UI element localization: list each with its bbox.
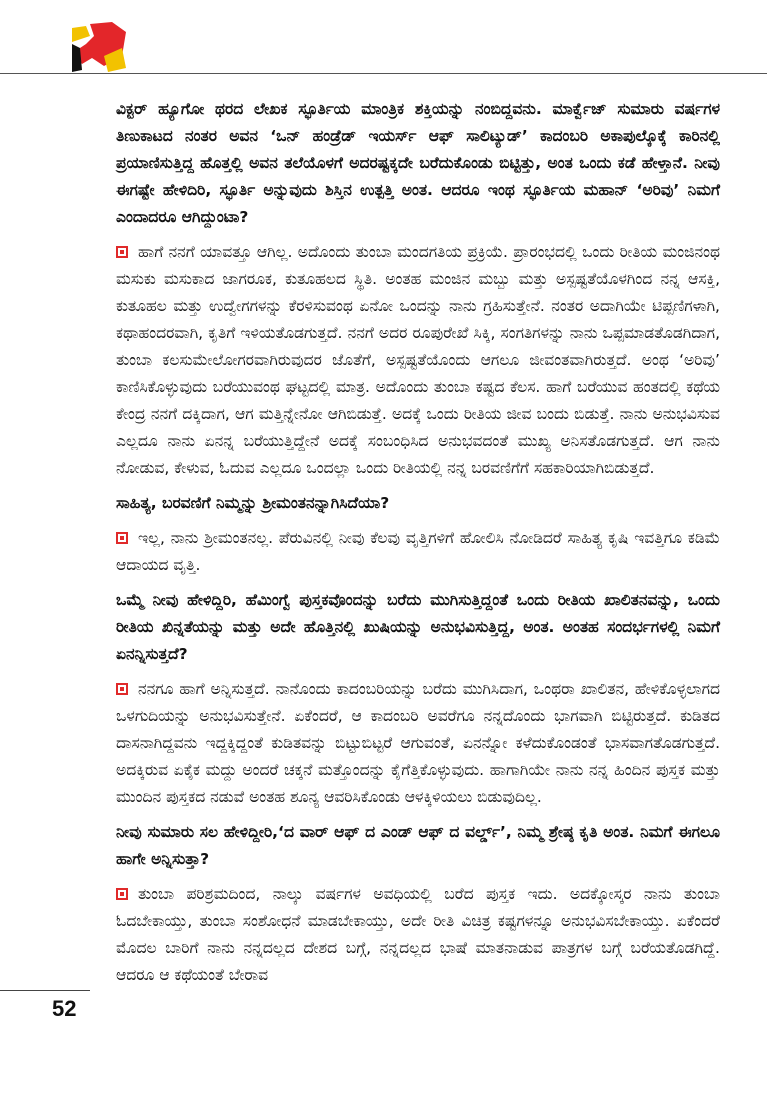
paragraph-text: ನನಗೂ ಹಾಗೆ ಅನ್ನಿಸುತ್ತದೆ. ನಾನೊಂದು ಕಾದಂಬರಿಯನ್ನು ಬರೆದು ಮುಗಿಸಿದಾಗ, ಒಂಥರಾ ಖಾಲಿತನ, ಹೇಳಿಕೊಳ್ಳಲಾಗದ ಒಳಗುದಿಯನ್ನು ಅನುಭವಿಸುತ್ತೇನೆ. ಏಕೆಂದರೆ, ಆ ಕಾದಂಬರಿ ಅವರೆಗೂ ನನ್ನದೊಂದು ಭಾಗವಾಗಿ ಬಿಟ್ಟಿರುತ್ತದೆ. ಕುಡಿತದ ದಾಸನಾಗಿದ್ದವನು ಇದ್ದಕ್ಕಿದ್ದಂತೆ ಕುಡಿತವನ್ನು ಬಿಟ್ಟುಬಿಟ್ಟರೆ ಆಗುವಂತೆ, ಏನನ್ನೋ ಕಳೆದುಕೊಂಡಂತೆ ಭಾಸವಾಗತೊಡಗುತ್ತದೆ. ಅದಕ್ಕಿರುವ ಏಕೈಕ ಮದ್ದು ಅಂದರೆ ಚಕ್ಕನೆ ಮತ್ತೊಂದನ್ನು ಕೈಗೆತ್ತಿಕೊಳ್ಳುವುದು. ಹಾಗಾಗಿಯೇ ನಾನು ನನ್ನ ಹಿಂದಿನ ಪುಸ್ತಕ ಮತ್ತು ಮುಂದಿನ ಪುಸ್ತಕದ ನಡುವೆ ಅಂತಹ ಶೂನ್ಯ ಆವರಿಸಿಕೊಂಡು ಆಳಕ್ಕಿಳಿಯಲು ಬಿಡುವುದಿಲ್ಲ. <box>116 680 720 806</box>
answer-marker-icon <box>116 888 128 900</box>
footer-rule <box>0 990 90 991</box>
interview-question <box>116 490 720 517</box>
header-rule <box>0 73 767 74</box>
page-number: 52 <box>52 996 77 1021</box>
interview-question <box>116 96 720 231</box>
paragraph-text: ವಿಕ್ಟರ್ ಹ್ಯೂಗೋ ಥರದ ಲೇಖಕ ಸ್ಫೂರ್ತಿಯ ಮಾಂತ್ರಿಕ ಶಕ್ತಿಯನ್ನು ನಂಬಿದ್ದವನು. ಮಾರ್ಕ್ವೆಜ್ ಸುಮಾರು ವರ್ಷಗಳ ತಿಣುಕಾಟದ ನಂತರ ಅವನ ‘ಒನ್ ಹಂಡ್ರೆಡ್ ಇಯರ್ಸ್ ಆಫ್ ಸಾಲಿಟ್ಯುಡ್’ ಕಾದಂಬರಿ ಅಕಾಪುಲ್ಕೊಕ್ಕೆ ಕಾರಿನಲ್ಲಿ ಪ್ರಯಾಣಿಸುತ್ತಿದ್ದ ಹೊತ್ತಲ್ಲಿ ಅವನ ತಲೆಯೊಳಗೆ ಅದರಷ್ಟಕ್ಕದೇ ಬರೆದುಕೊಂಡು ಬಿಟ್ಟಿತ್ತು, ಅಂತ ಒಂದು ಕಡೆ ಹೇಳ್ತಾನೆ. ನೀವು ಈಗಷ್ಟೇ ಹೇಳಿದಿರಿ, ಸ್ಫೂರ್ತಿ ಅನ್ನುವುದು ಶಿಸ್ತಿನ ಉತ್ಪತ್ತಿ ಅಂತ. ಆದರೂ ಇಂಥ ಸ್ಫೂರ್ತಿಯ ಮಹಾನ್ ‘ಅರಿವು’ ನಿಮಗೆ ಎಂದಾದರೂ ಆಗಿದ್ದುಂಟಾ? <box>116 100 720 226</box>
paragraph-text: ಇಲ್ಲ, ನಾನು ಶ್ರೀಮಂತನಲ್ಲ. ಪೆರುವಿನಲ್ಲಿ ನೀವು ಕೆಲವು ವೃತ್ತಿಗಳಿಗೆ ಹೋಲಿಸಿ ನೋಡಿದರೆ ಸಾಹಿತ್ಯ ಕೃಷಿ ಇವತ್ತಿಗೂ ಕಡಿಮೆ ಆದಾಯದ ವೃತ್ತಿ. <box>116 529 720 574</box>
interview-answer <box>116 676 720 811</box>
paragraph-text: ಒಮ್ಮೆ ನೀವು ಹೇಳಿದ್ದಿರಿ, ಹೆಮಿಂಗ್ವೆ ಪುಸ್ತಕವೊಂದನ್ನು ಬರೆದು ಮುಗಿಸುತ್ತಿದ್ದಂತೆ ಒಂದು ರೀತಿಯ ಖಾಲಿತನವನ್ನು, ಒಂದು ರೀತಿಯ ಖಿನ್ನತೆಯನ್ನು ಮತ್ತು ಅದೇ ಹೊತ್ತಿನಲ್ಲಿ ಖುಷಿಯನ್ನು ಅನುಭವಿಸುತ್ತಿದ್ದ, ಅಂತ. ಅಂತಹ ಸಂದರ್ಭಗಳಲ್ಲಿ ನಿಮಗೆ ಏನನ್ನಿಸುತ್ತದೆ? <box>116 591 720 663</box>
paragraph-text: ಹಾಗೆ ನನಗೆ ಯಾವತ್ತೂ ಆಗಿಲ್ಲ. ಅದೊಂದು ತುಂಬಾ ಮಂದಗತಿಯ ಪ್ರಕ್ರಿಯೆ. ಪ್ರಾರಂಭದಲ್ಲಿ ಒಂದು ರೀತಿಯ ಮಂಜಿನಂಥ ಮಸುಕು ಮಸುಕಾದ ಜಾಗರೂಕ, ಕುತೂಹಲದ ಸ್ಥಿತಿ. ಅಂತಹ ಮಂಜಿನ ಮಬ್ಬು ಮತ್ತು ಅಸ್ಪಷ್ಟತೆಯೊಳಗಿಂದ ನನ್ನ ಆಸಕ್ತಿ, ಕುತೂಹಲ ಮತ್ತು ಉದ್ವೇಗಗಳನ್ನು ಕೆರಳಿಸುವಂಥ ಏನೋ ಒಂದನ್ನು ನಾನು ಗ್ರಹಿಸುತ್ತೇನೆ. ನಂತರ ಅದಾಗಿಯೇ ಟಿಪ್ಪಣಿಗಳಾಗಿ, ಕಥಾಹಂದರವಾಗಿ, ಕೃತಿಗೆ ಇಳಿಯತೊಡಗುತ್ತದೆ. ನನಗೆ ಅದರ ರೂಪುರೇಖೆ ಸಿಕ್ಕಿ, ಸಂಗತಿಗಳನ್ನು ನಾನು ಒಪ್ಪಮಾಡತೊಡಗಿದಾಗ, ತುಂಬಾ ಕಲಸುಮೇಲೋಗರವಾಗಿರುವುದರ ಜೊತೆಗೆ, ಅಸ್ಪಷ್ಟತೆಯೊಂದು ಆಗಲೂ ಜೀವಂತವಾಗಿರುತ್ತದೆ. ಅಂಥ ‘ಅರಿವು’ ಕಾಣಿಸಿಕೊಳ್ಳುವುದು ಬರೆಯುವಂಥ ಘಟ್ಟದಲ್ಲಿ ಮಾತ್ರ. ಅದೊಂದು ತುಂಬಾ ಕಷ್ಟದ ಕೆಲಸ. ಹಾಗೆ ಬರೆಯುವ ಹಂತದಲ್ಲಿ ಕಥೆಯ ಕೇಂದ್ರ ನನಗೆ ದಕ್ಕಿದಾಗ, ಆಗ ಮತ್ತಿನ್ನೇನೋ ಆಗಿಬಿಡುತ್ತೆ. ಅದಕ್ಕೆ ಒಂದು ರೀತಿಯ ಜೀವ ಬಂದು ಬಿಡುತ್ತೆ. ನಾನು ಅನುಭವಿಸುವ ಎಲ್ಲದೂ ನಾನು ಏನನ್ನ ಬರೆಯುತ್ತಿದ್ದೇನೆ ಅದಕ್ಕೆ ಸಂಬಂಧಿಸಿದ ಅನುಭವದಂತೆ ಮುಖ್ಯ ಅನಿಸತೊಡಗುತ್ತದೆ. ಆಗ ನಾನು ನೋಡುವ, ಕೇಳುವ, ಓದುವ ಎಲ್ಲದೂ ಒಂದಲ್ಲಾ ಒಂದು ರೀತಿಯಲ್ಲಿ ನನ್ನ ಬರವಣಿಗೆಗೆ ಸಹಕಾರಿಯಾಗಿಬಿಡುತ್ತದೆ. <box>116 243 720 477</box>
publisher-logo <box>72 22 126 72</box>
interview-question <box>116 587 720 668</box>
interview-answer <box>116 881 720 989</box>
answer-marker-icon <box>116 246 128 258</box>
paragraph-text: ಸಾಹಿತ್ಯ, ಬರವಣಿಗೆ ನಿಮ್ಮನ್ನು ಶ್ರೀಮಂತನನ್ನಾಗಿಸಿದೆಯಾ? <box>116 494 390 512</box>
interview-question <box>116 819 720 873</box>
interview-answer <box>116 525 720 579</box>
answer-marker-icon <box>116 683 128 695</box>
paragraph-text: ತುಂಬಾ ಪರಿಶ್ರಮದಿಂದ, ನಾಲ್ಕು ವರ್ಷಗಳ ಅವಧಿಯಲ್ಲಿ ಬರೆದ ಪುಸ್ತಕ ಇದು. ಅದಕ್ಕೋಸ್ಕರ ನಾನು ತುಂಬಾ ಓದಬೇಕಾಯ್ತು, ತುಂಬಾ ಸಂಶೋಧನೆ ಮಾಡಬೇಕಾಯ್ತು, ಅದೇ ರೀತಿ ವಿಚಿತ್ರ ಕಷ್ಟಗಳನ್ನೂ ಅನುಭವಿಸಬೇಕಾಯ್ತು. ಏಕೆಂದರೆ ಮೊದಲ ಬಾರಿಗೆ ನಾನು ನನ್ನದಲ್ಲದ ದೇಶದ ಬಗ್ಗೆ, ನನ್ನದಲ್ಲದ ಭಾಷೆ ಮಾತನಾಡುವ ಪಾತ್ರಗಳ ಬಗ್ಗೆ ಬರೆಯತೊಡಗಿದ್ದೆ. ಆದರೂ ಆ ಕಥೆಯಂತೆ ಬೇರಾವ <box>116 885 720 984</box>
article-body <box>116 96 720 997</box>
answer-marker-icon <box>116 532 128 544</box>
logo-yellow-shape <box>72 26 90 42</box>
paragraph-text: ನೀವು ಸುಮಾರು ಸಲ ಹೇಳಿದ್ದೀರಿ,‘ದ ವಾರ್ ಆಫ್ ದ ಎಂಡ್ ಆಫ್ ದ ವರ್ಲ್ಡ್’, ನಿಮ್ಮ ಶ್ರೇಷ್ಠ ಕೃತಿ ಅಂತ. ನಿಮಗೆ ಈಗಲೂ ಹಾಗೇ ಅನ್ನಿಸುತ್ತಾ? <box>116 823 720 868</box>
interview-answer <box>116 239 720 482</box>
